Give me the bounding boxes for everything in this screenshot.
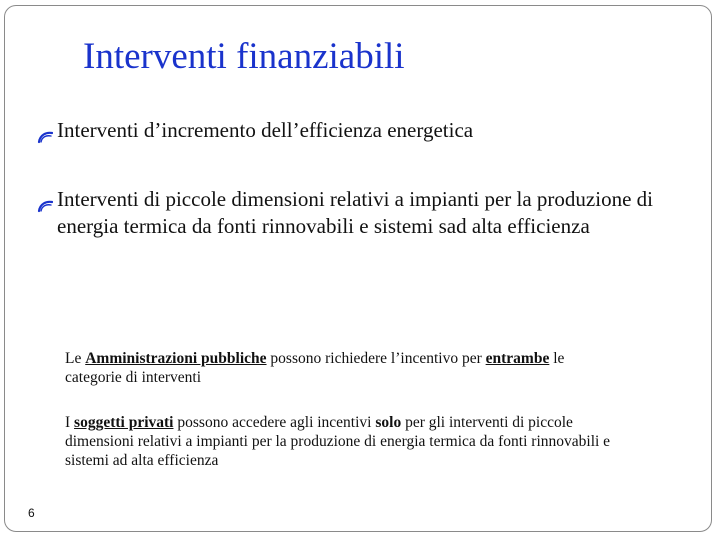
note-text: per gli interventi di piccole dimensioni relativi a impianti per la produzione di energia termica da fonti rinnovabili e sistemi ad alta efficienza [65, 414, 611, 469]
note-text: I [65, 414, 75, 431]
arc-bullet-icon [37, 124, 53, 138]
note-emphasis: Amministrazioni pubbliche [85, 350, 267, 367]
arc-bullet-icon [37, 193, 53, 207]
note-emphasis: entrambe [485, 350, 550, 367]
note-public-administration [65, 349, 585, 387]
note-emphasis: solo [375, 414, 402, 431]
bullet-text: Interventi di piccole dimensioni relativi a impianti per la produzione di energia termica da fonti rinnovabili e sistemi sad alta efficienza [57, 187, 653, 238]
slide-frame [4, 5, 712, 532]
note-text: Le [65, 350, 86, 367]
note-private-subjects [65, 413, 645, 470]
page-number: 6 [28, 506, 35, 520]
note-text: possono richiedere l’incentivo per [266, 350, 486, 367]
note-text: possono accedere agli incentivi [173, 414, 376, 431]
note-text: le categorie di interventi [65, 350, 565, 386]
slide-title: Interventi finanziabili [83, 36, 405, 77]
bullet-text: Interventi d’incremento dell’efficienza energetica [57, 118, 474, 142]
note-emphasis: soggetti privati [74, 414, 174, 431]
